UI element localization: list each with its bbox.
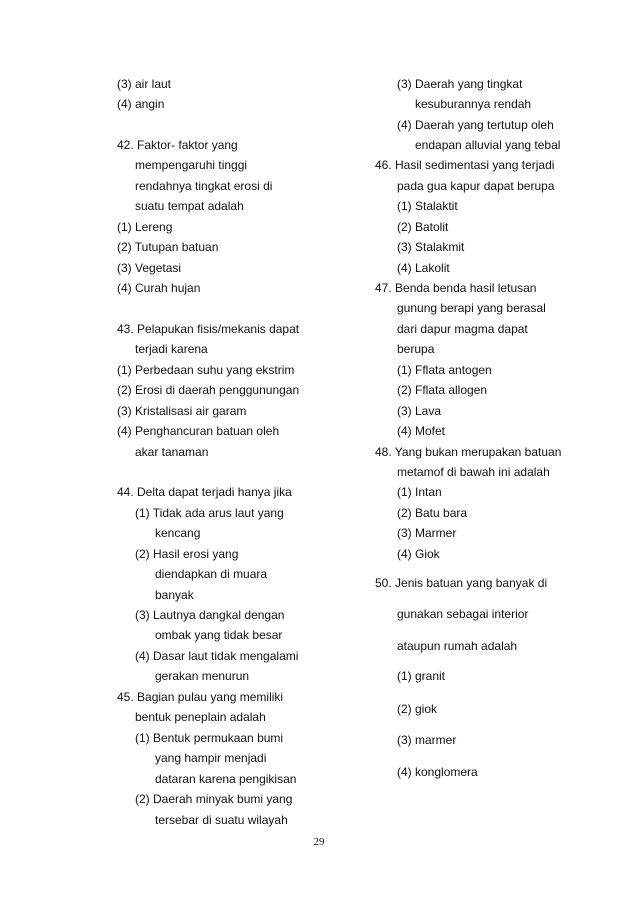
option-line: (3) Lava [397,404,442,418]
text-line: (3) air laut [117,77,172,91]
text-line: dari dapur magma dapat [397,322,528,336]
question-46: 46. Hasil sedimentasi yang terjadi [375,158,555,172]
option-line: (2) Batolit [397,220,449,234]
option-line: (4) Mofet [397,424,446,438]
text-line: terjadi karena [135,342,208,356]
option-line: (4) Dasar laut tidak mengalami [135,649,299,663]
text-line: gunung berapi yang berasal [397,301,546,315]
option-line: (3) Daerah yang tingkat [397,77,523,91]
option-line: (1) Tidak ada arus laut yang [135,506,284,520]
option-line: (1) Stalaktit [397,199,458,213]
text-line: tersebar di suatu wilayah [155,813,288,827]
text-line: suatu tempat adalah [135,199,244,213]
question-44: 44. Delta dapat terjadi hanya jika [117,485,292,499]
page-number: 29 [313,836,325,848]
option-line: (1) Fflata antogen [397,363,492,377]
text-line: diendapkan di muara [155,567,268,581]
question-43: 43. Pelapukan fisis/mekanis dapat [117,322,300,336]
option-line: (4) konglomera [397,765,478,779]
text-line: mempengaruhi tinggi [135,158,248,172]
option-line: (3) Lautnya dangkal dengan [135,608,285,622]
text-line: kesuburannya rendah [415,97,532,111]
option-line: (2) giok [397,702,438,716]
text-line: dataran karena pengikisan [155,772,297,786]
option-line: (1) granit [397,669,446,683]
option-line: (3) Marmer [397,526,457,540]
text-line: ombak yang tidak besar [155,628,283,642]
option-line: (4) Curah hujan [117,281,201,295]
option-line: (1) Lereng [117,220,173,234]
option-line: (3) marmer [397,733,457,747]
text-line: endapan alluvial yang tebal [415,138,561,152]
option-line: (4) Lakolit [397,261,450,275]
question-42: 42. Faktor- faktor yang [117,138,238,152]
option-line: (4) Giok [397,547,440,561]
text-line: banyak [155,588,194,602]
option-line: (3) Stalakmit [397,240,465,254]
option-line: (2) Tutupan batuan [117,240,219,254]
text-line: ataupun rumah adalah [397,639,518,653]
option-line: (4) Penghancuran batuan oleh [117,424,280,438]
question-47: 47. Benda benda hasil letusan [375,281,537,295]
text-line: gunakan sebagai interior [397,607,529,621]
option-line: (2) Erosi di daerah penggunungan [117,383,300,397]
option-line: (2) Hasil erosi yang [135,547,239,561]
text-line: yang hampir menjadi [155,751,267,765]
text-line: kencang [155,526,201,540]
option-line: (2) Batu bara [397,506,468,520]
option-line: (3) Kristalisasi air garam [117,404,247,418]
text-line: akar tanaman [135,445,209,459]
text-line: bentuk peneplain adalah [135,710,266,724]
question-50: 50. Jenis batuan yang banyak di [375,576,548,590]
option-line: (1) Bentuk permukaan bumi [135,731,284,745]
question-48: 48. Yang bukan merupakan batuan [375,445,562,459]
option-line: (1) Perbedaan suhu yang ekstrim [117,363,295,377]
text-line: metamof di bawah ini adalah [397,465,550,479]
text-line: rendahnya tingkat erosi di [135,179,273,193]
text-line: berupa [397,342,435,356]
option-line: (4) Daerah yang tertutup oleh [397,118,554,132]
text-line: pada gua kapur dapat berupa [397,179,555,193]
option-line: (2) Fflata allogen [397,383,488,397]
text-line: gerakan menurun [155,669,250,683]
option-line: (1) Intan [397,485,442,499]
question-45: 45. Bagian pulau yang memiliki [117,690,284,704]
option-line: (3) Vegetasi [117,261,182,275]
option-line: (2) Daerah minyak bumi yang [135,792,293,806]
text-line: (4) angin [117,97,165,111]
